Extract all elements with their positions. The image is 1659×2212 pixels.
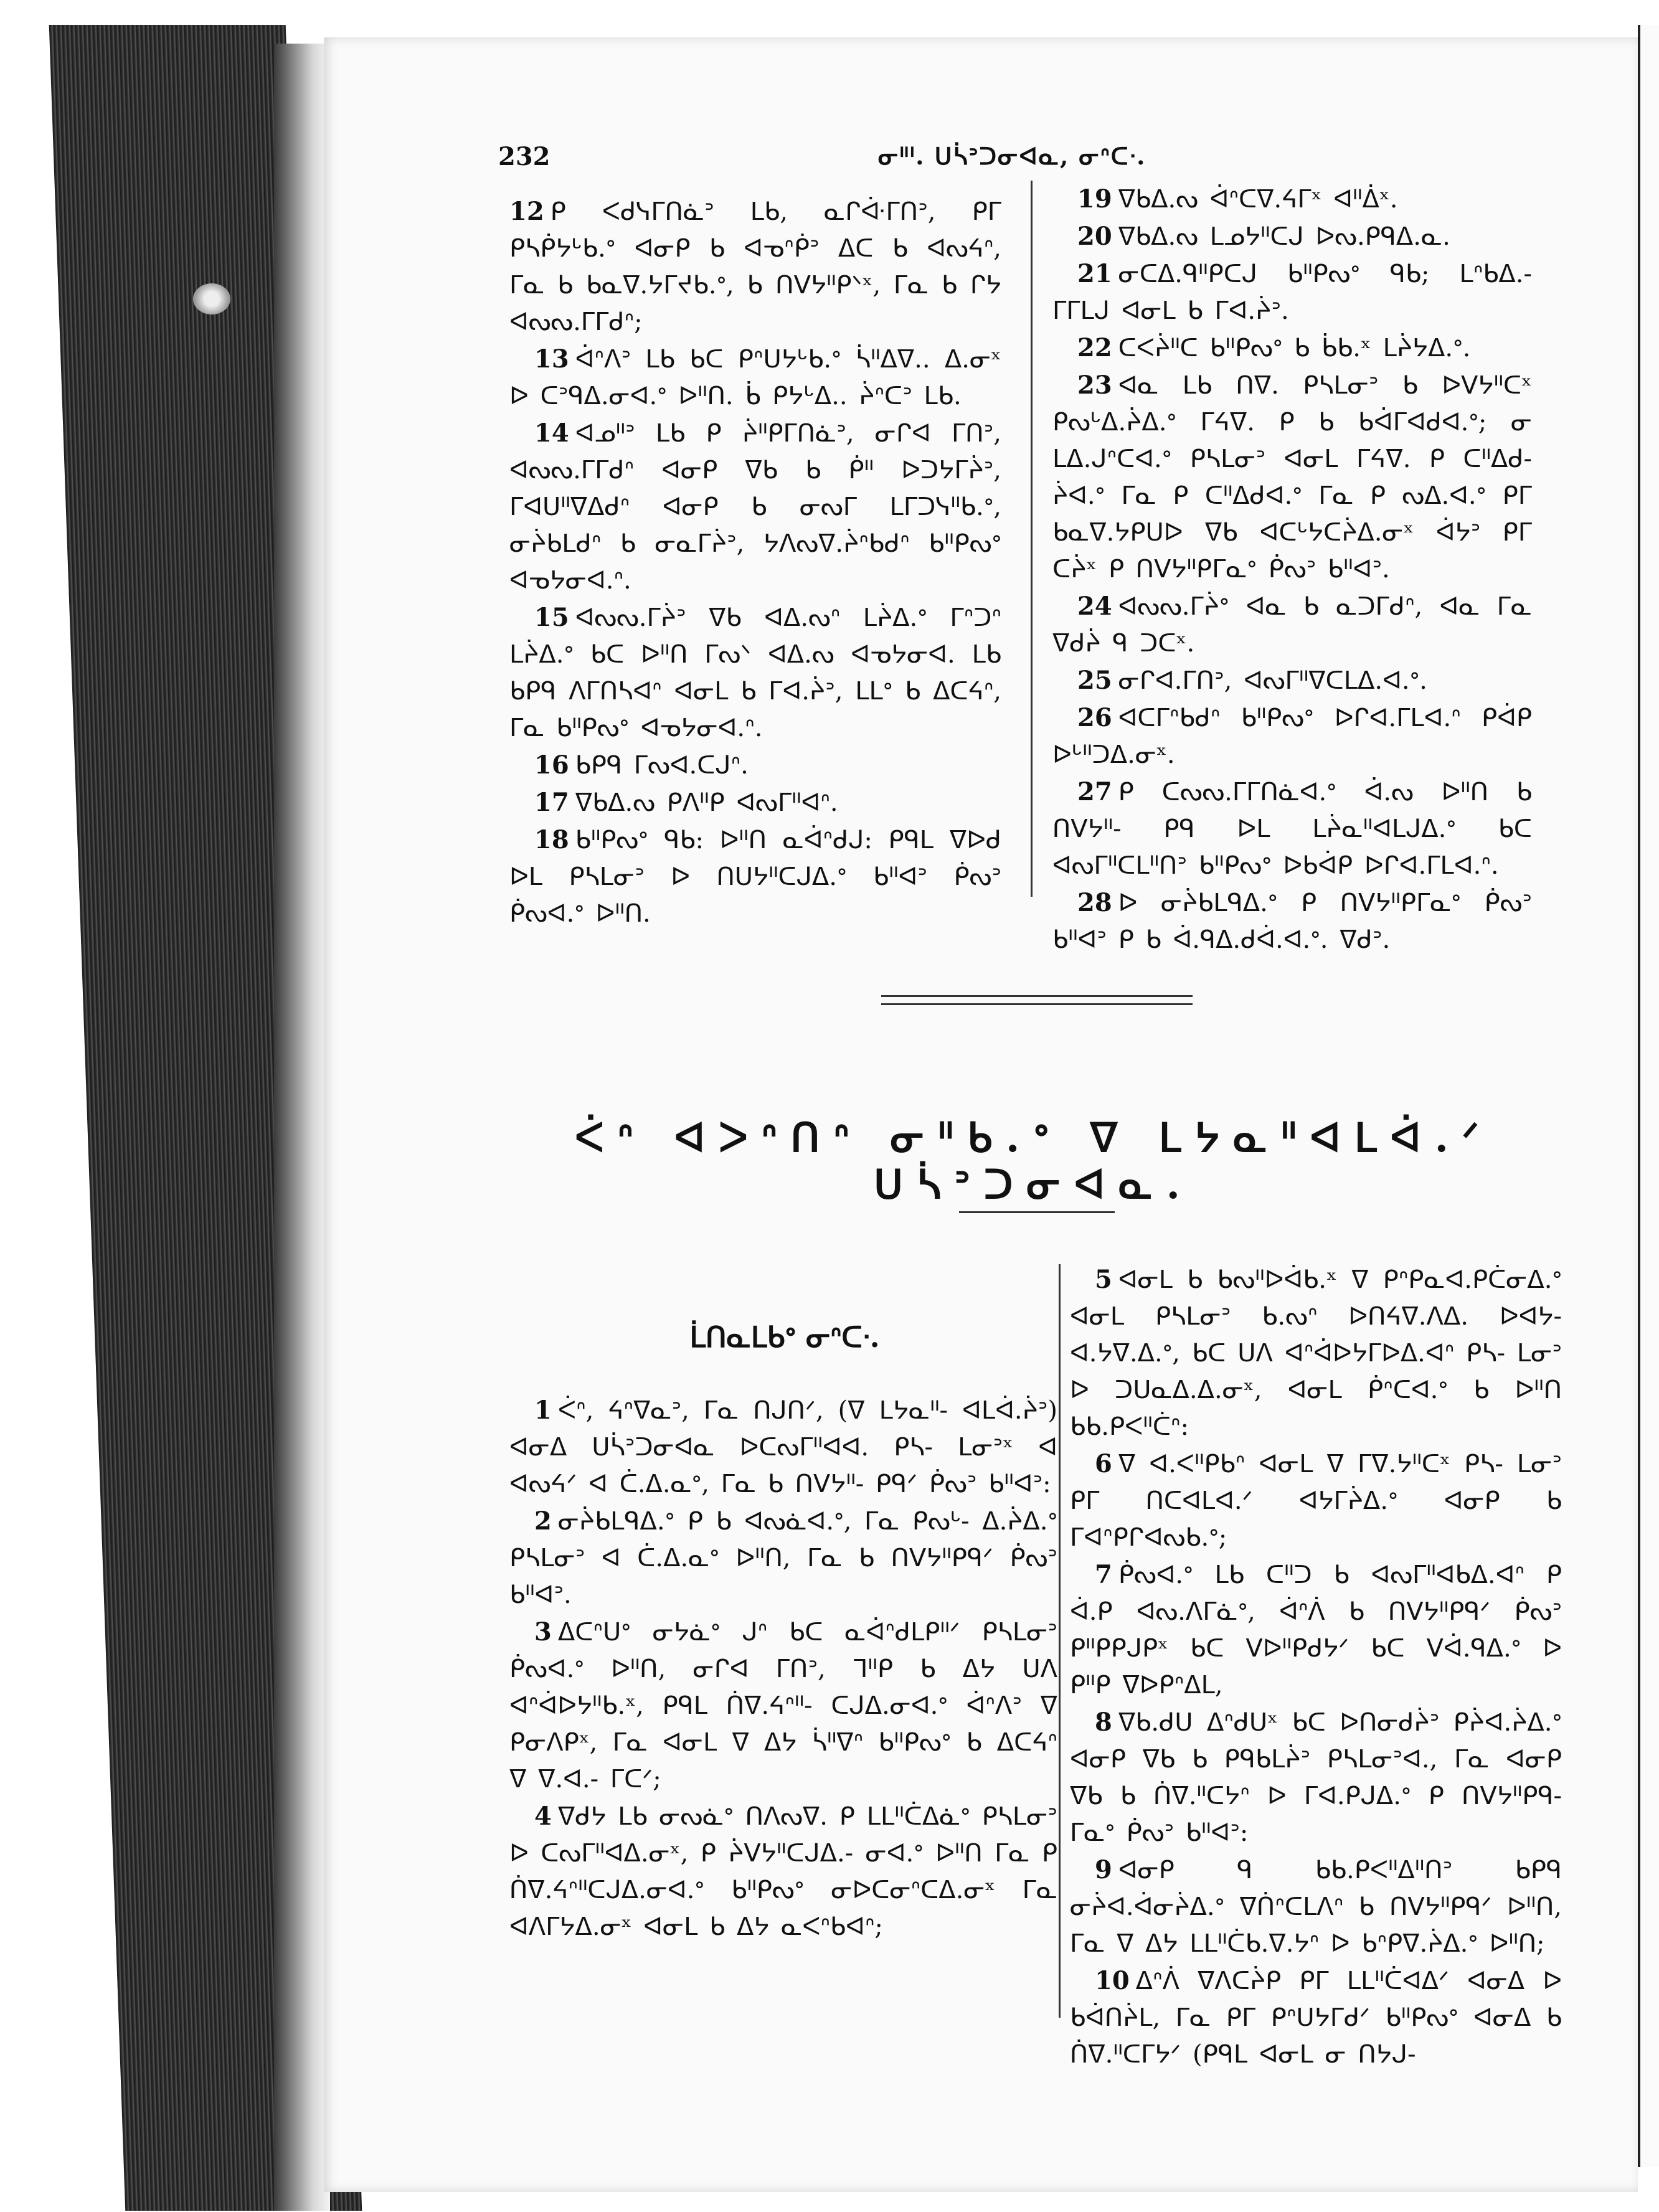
verse-number: 6: [1095, 1449, 1112, 1478]
verse-number: 20: [1077, 222, 1112, 251]
verse-text: ᑲᐦᑭᔓᐤ ᑫᑲ: ᐅᐦᑎ ᓇᐋᐢᑯᒍ: ᑭᑫᒪ ᐁᐅᑯ ᐅᒪ ᑭᓴᒪᓂᐣ ᐅ ᑎᑌᔭᐦᑕᒍᐃ.ᐤ ᑲᐦᐊᐣ ᑮᔓᐣ ᑮᔓᐊ.ᐤ ᐅᐦᑎ.: [509, 826, 1001, 928]
verse: [509, 193, 1001, 341]
verse-number: 22: [1077, 333, 1112, 362]
verse-text: ᑭ ᑕᔓᔓ.ᒥᒥᑎᓈᐊ.ᐤ ᐋ.ᔓ ᐅᐦᑎ ᑲ ᑎᐯᔭᐦ- ᑭᑫ ᐅᒪ ᒪᔩᓇᐦᐊᒪᒍᐃ.ᐤ ᑲᑕ ᐊᔓᒥᐦᑕᒪᐦᑎᐣ ᑲᐦᑭᔓᐤ ᐅᑲᐋᑭ ᐅᒋᐊ.ᒥᒪᐊ.ᐢ.: [1052, 778, 1532, 880]
verse: [1052, 884, 1532, 958]
verse-number: 10: [1095, 1966, 1130, 1995]
verse-text: ᐁᑯᔭ ᒪᑲ ᓂᔓᓈᐤ ᑎᐱᔓᐁ. ᑭ ᒪᒪᐦᑖᐃᓈᐤ ᑭᓴᒪᓂᐣ ᐅ ᑕᔓᒥᐦᐊᐃ.ᓂˣ, ᑭ ᔩᐯᔭᐦᑕᒍᐃ.- ᓂᐊ.ᐤ ᐅᐦᑎ ᒥᓇ ᑭ ᑏᐁ.ᔦᐢᐦᑕᒍᐃ.ᓂᐊ.ᐤ ᑲᐦᑭᔓᐤ ᓂᐅᑕᓂᐢᑕᐃ.ᓂˣ ᒥᓇ ᐊᐱᒥᔭᐃ.ᓂˣ ᐊᓂᒪ ᑲ ᐃᔭ ᓇᐸᐢᑲᐊᐢ;: [509, 1802, 1057, 1941]
verse-text: ᐋᐢᐱᐣ ᒪᑲ ᑲᑕ ᑭᐢᑌᔭᒡᑲ.ᐤ ᓵᐦᐃᐁ.. ᐃ.ᓂˣ ᐅ ᑕᐣᑫᐃ.ᓂᐊ.ᐤ ᐅᐦᑎ. ᑳ ᑭᔭᒡᐃ.. ᔩᐢᑕᐣ ᒪᑲ.: [509, 345, 1001, 410]
running-head: [498, 142, 1526, 179]
title-rule: [959, 1211, 1115, 1213]
verse-number: 9: [1095, 1855, 1112, 1884]
verse-number: 26: [1077, 703, 1112, 732]
verse-text: ᐁᑲ.ᑯᑌ ᐃᐢᑯᑌˣ ᑲᑕ ᐅᑎᓂᑯᔩᐣ ᑭᔩᐊ.ᔩᐃ.ᐤ ᐊᓂᑭ ᐁᑲ ᑲ ᑭᑫᑲᒪᔩᐣ ᑭᓴᒪᓂᐣᐊ., ᒥᓇ ᐊᓂᑭ ᐁᑲ ᑲ ᑏᐁ.ᐦᑕᔭᐢ ᐅ ᒥᐊ.ᑭᒍᐃ.ᐤ ᑭ ᑎᐯᔭᐦᑭᑫ- ᒥᓇᐤ ᑮᔓᐣ ᑲᐦᐊᐣ:: [1070, 1708, 1562, 1847]
page-number: 232: [498, 142, 551, 171]
verse-text: ᓂᒋᐊ.ᒥᑎᐣ, ᐊᔓᒥᐦᐁᑕᒪᐃ.ᐊ.ᐤ.: [1118, 666, 1427, 695]
verse-text: ᐁ ᐊ.ᐸᐦᑭᑲᐢ ᐊᓂᒪ ᐁ ᒥᐁ.ᔭᐦᑕˣ ᑭᓴ- ᒪᓂᐣ ᑭᒥ ᑎᑕᐊᒪᐊ.ᐟ ᐊᔭᒥᔩᐃ.ᐤ ᐊᓂᑭ ᑲ ᒥᐊᐢᑭᒋᐊᔓᑲ.ᐤ;: [1070, 1450, 1562, 1552]
verse-number: 17: [534, 788, 569, 817]
verse-number: 2: [534, 1506, 552, 1536]
chapter-start-right-column: [1070, 1261, 1562, 2073]
verse: [1052, 329, 1532, 367]
verse-number: 3: [534, 1617, 552, 1647]
column-divider: [1059, 1264, 1061, 2018]
verse: [509, 415, 1001, 599]
verse-number: 8: [1095, 1708, 1112, 1737]
verse-number: 24: [1077, 592, 1112, 621]
verse-number: 16: [534, 750, 569, 780]
verse-number: 28: [1077, 888, 1112, 917]
book-title: ᐹᐢ ᐊᐳᐢᑎᐢ ᓂᐦᑲ.ᐤ ᐁ ᒪᔭᓇᐦᐊᒪᐋ.ᐟ ᑌᓵᐣᑐᓂᐊᓇ.: [575, 1115, 1493, 1208]
chapter-heading: ᒫᑎᓇᒪᑲᐤ ᓂᐢᑕᐧ.: [689, 1320, 880, 1354]
verse-text: ᐊᓂᒪ ᑲ ᑲᔓᐦᐅᐋᑲ.ˣ ᐁ ᑭᐢᑭᓇᐊ.ᑭᑖᓂᐃ.ᐤ ᐊᓂᒪ ᑭᓴᒪᓂᐣ ᑲ.ᔓᐢ ᐅᑎᔦᐁ.ᐱᐃ. ᐅᐊᔭ- ᐊ.ᔭᐁ.ᐃ.ᐤ, ᑲᑕ ᑌᐱ ᐊᐢᐋᐅᔭᒥᐅᐃ.ᐊᐢ ᑭᓴ- ᒪᓂᐣ ᐅ ᑐᑌᓇᐃ.ᐃ.ᓂˣ, ᐊᓂᒪ ᑮᐢᑕᐊ.ᐤ ᑲ ᐅᐦᑎ ᑲᑲ.ᑭᐸᐦᑖᐢ:: [1070, 1265, 1562, 1441]
verse-text: ᑭ ᐸᑯᓭᒥᑎᓈᐣ ᒪᑲ, ᓇᒋᐚᒥᑎᐣ, ᑭᒥ ᑭᓴᑮᔭᒡᑲ.ᐤ ᐊᓂᑭ ᑲ ᐊᓀᐢᑮᐣ ᐃᑕ ᑲ ᐊᔓᔦᐢ, ᒥᓇ ᑲ ᑲᓇᐁ.ᔭᒥᔪᑲ.ᐤ, ᑲ ᑎᐯᔭᐦᑭᐠˣ, ᒥᓇ ᑲ ᒋᔭ ᐊᔓᔓ.ᒥᒥᑯᐢ;: [509, 197, 1001, 336]
verse: [509, 1392, 1057, 1503]
verse: [1052, 773, 1532, 884]
verse-text: ᐁᑲᐃ.ᔓ ᐋᐢᑕᐁ.ᔦᒥˣ ᐊᐦᐄˣ.: [1118, 185, 1398, 214]
verse-number: 19: [1077, 184, 1112, 214]
verse: [1070, 1445, 1562, 1556]
section-double-rule: [881, 995, 1193, 1005]
verse-text: ᓂᔩᑲᒪᑫᐃ.ᐤ ᑭ ᑲ ᐊᔓᓈᐊ.ᐤ, ᒥᓇ ᑭᔓᒡ- ᐃ.ᔩᐃ.ᐤ ᑭᓴᒪᓂᐣ ᐊ ᑖ.ᐃ.ᓇᐤ ᐅᐦᑎ, ᒥᓇ ᑲ ᑎᐯᔭᐦᑭᑫᐟ ᑮᔓᐣ ᑲᐦᐊᐣ.: [509, 1507, 1057, 1609]
verse: [1052, 699, 1532, 773]
verse-text: ᑮᔓᐊ.ᐤ ᒪᑲ ᑕᐦᑐ ᑲ ᐊᔓᒥᐦᐊᑲᐃ.ᐊᐢ ᑭ ᐋ.ᑭ ᐊᔓ.ᐱᒥᓈᐤ, ᐋᐢᐲ ᑲ ᑎᐯᔭᐦᑭᑫᐟ ᑮᔓᐣ ᑭᐦᑭᑭᒍᑭˣ ᑲᑕ ᐯᐅᐦᑭᑯᔭᐟ ᑲᑕ ᐯᐋ.ᑫᐃ.ᐤ ᐅ ᑭᐦᑭ ᐁᐅᑭᐢᐃᒪ,: [1070, 1561, 1562, 1699]
verse: [1052, 181, 1532, 218]
verse-text: ᑕᐸᔩᐦᑕ ᑲᐦᑭᔓᐤ ᑲ ᑳᑲ.ˣ ᒪᔩᔭᐃ.ᐤ.: [1118, 334, 1471, 362]
verse: [1070, 1261, 1562, 1445]
verse: [1052, 255, 1532, 329]
verse: [509, 1798, 1057, 1945]
verse: [509, 1503, 1057, 1614]
verse-number: 15: [534, 603, 569, 632]
chapter-start-left-column: [509, 1392, 1057, 1945]
verse-text: ᐁᑲᐃ.ᔓ ᒪᓄᔭᐦᑕᒍ ᐅᔓ.ᑭᑫᐃ.ᓇ.: [1118, 222, 1450, 251]
verse-number: 4: [534, 1802, 552, 1831]
verse-text: ᐊᔓᔓ.ᒥᔩᐤ ᐊᓇ ᑲ ᓇᑐᒥᑯᐢ, ᐊᓇ ᒥᓇ ᐁᑯᔩ ᑫ ᑐᑕˣ.: [1052, 592, 1532, 658]
verse-number: 13: [534, 344, 569, 374]
verse: [509, 747, 1001, 784]
verse: [509, 821, 1001, 932]
verse: [1052, 218, 1532, 255]
verse: [509, 1614, 1057, 1798]
verse-text: ᐅ ᓂᔩᑲᒪᑫᐃ.ᐤ ᑭ ᑎᐯᔭᐦᑭᒥᓇᐤ ᑮᔓᐣ ᑲᐦᐊᐣ ᑭ ᑲ ᐋ.ᑫᐃ.ᑯᐋ.ᐊ.ᐤ. ᐁᑯᐣ.: [1052, 889, 1532, 954]
verse-text: ᐊᓄᐦᐣ ᒪᑲ ᑭ ᔩᐦᑭᒥᑎᓈᐣ, ᓂᒋᐊ ᒥᑎᐣ, ᐊᔓᔓ.ᒥᒥᑯᐢ ᐊᓂᑭ ᐁᑲ ᑲ ᑮᐦ ᐅᑐᔭᒥᔩᐣ, ᒥᐊᑌᐦᐁᐃᑯᐢ ᐊᓂᑭ ᑲ ᓂᔓᒥ ᒪᒥᑐᓭᐦᑲ.ᐤ, ᓂᔩᑲᒪᑯᐢ ᑲ ᓂᓇᒥᔩᐣ, ᔭᐱᔓᐁ.ᔩᐢᑲᑯᐢ ᑲᐦᑭᔓᐤ ᐊᓀᔭᓂᐊ.ᐢ.: [509, 419, 1001, 595]
next-page-strip: [1640, 25, 1659, 2167]
verse-text: ᐹᐢ, ᔦᐢᐁᓇᐣ, ᒥᓇ ᑎᒍᑎᐟ, (ᐁ ᒪᔭᓇᐦ- ᐊᒪᐋ.ᔩᐣ) ᐊᓂᐃ ᑌᓵᐣᑐᓂᐊᓇ ᐅᑕᔓᒥᐦᐊᐊ. ᑭᓴ- ᒪᓂᐣˣ ᐊ ᐊᔓᔦᐟ ᐊ ᑖ.ᐃ.ᓇᐤ, ᒥᓇ ᑲ ᑎᐯᔭᐦ- ᑭᑫᐟ ᑮᔓᐣ ᑲᐦᐊᐣ:: [509, 1396, 1057, 1498]
verse: [509, 341, 1001, 415]
verse-number: 5: [1095, 1265, 1112, 1294]
paper-blemish: [193, 283, 230, 314]
verse-text: ᐃᑕᐢᑌᐤ ᓂᔭᓈᐤ ᒍᐢ ᑲᑕ ᓇᐋᐢᑯᒪᑭᐦᐟ ᑭᓴᒪᓂᐣ ᑮᔓᐊ.ᐤ ᐅᐦᑎ, ᓂᒋᐊ ᒥᑎᐣ, ᒣᐦᑭ ᑲ ᐃᔭ ᑌᐱ ᐊᐢᐋᐅᔭᐦᑲ.ˣ, ᑭᑫᒪ ᑏᐁ.ᔦᐢᐦ- ᑕᒍᐃ.ᓂᐊ.ᐤ ᐋᐢᐱᐣ ᐁ ᑭᓂᐱᑭˣ, ᒥᓇ ᐊᓂᒪ ᐁ ᐃᔭ ᓵᐦᐁᐢ ᑲᐦᑭᔓᐤ ᑲ ᐃᑕᔦᐢ ᐁ ᐁ.ᐊ.- ᒥᑕᐟ;: [509, 1618, 1057, 1794]
verse-text: ᐊᓇ ᒪᑲ ᑎᐁ. ᑭᓴᒪᓂᐣ ᑲ ᐅᐯᔭᐦᑕˣ ᑭᔓᒡᐃ.ᔩᐃ.ᐤ ᒥᔦᐁ. ᑭ ᑲ ᑲᐋᒥᐊᑯᐊ.ᐤ; ᓂ ᒪᐃ.ᒍᐢᑕᐊ.ᐤ ᑭᓴᒪᓂᐣ ᐊᓂᒪ ᒥᔦᐁ. ᑭ ᑕᐦᐃᑯ- ᔩᐊ.ᐤ ᒥᓇ ᑭ ᑕᐦᐃᑯᐊ.ᐤ ᒥᓇ ᑭ ᔓᐃ.ᐊ.ᐤ ᑭᒥ ᑲᓇᐁ.ᔭᑭᑌᐅ ᐁᑲ ᐊᑕᒡᔭᑕᔩᐃ.ᓂˣ ᐋᔭᐣ ᑭᒥ ᑕᔩˣ ᑭ ᑎᐯᔭᐦᑭᒥᓇᐤ ᑮᔓᐣ ᑲᐦᐊᐣ.: [1052, 371, 1532, 584]
verse-text: ᓂᑕᐃ.ᑫᐦᑭᑕᒍ ᑲᐦᑭᔓᐤ ᑫᑲ; ᒪᐢᑲᐃ.- ᒥᒥᒪᒍ ᐊᓂᒪ ᑲ ᒥᐊ.ᔩᐣ.: [1052, 260, 1532, 325]
verse-number: 25: [1077, 666, 1112, 695]
verse: [1052, 588, 1532, 662]
verse-text: ᐊᑕᒥᐢᑲᑯᐢ ᑲᐦᑭᔓᐤ ᐅᒋᐊ.ᒥᒪᐊ.ᐢ ᑭᐋᑭ ᐅᒡᐦᑐᐃ.ᓂˣ.: [1052, 704, 1532, 769]
verse: [509, 599, 1001, 747]
verse: [509, 784, 1001, 821]
column-divider: [1031, 181, 1033, 897]
verse: [1070, 1704, 1562, 1851]
verse-number: 18: [534, 825, 569, 854]
verse: [1070, 1556, 1562, 1704]
verse: [1052, 367, 1532, 588]
running-head-title: ᓂᐦᑊ. ᑌᓵᐣᑐᓂᐊᓇ, ᓂᐢᑕᐧ.: [878, 142, 1146, 170]
verse: [1070, 1851, 1562, 1962]
verse: [1070, 1962, 1562, 2073]
verse-number: 12: [509, 197, 544, 226]
chapter-end-right-column: [1052, 181, 1532, 958]
verse-text: ᐊᔓᔓ.ᒥᔩᐣ ᐁᑲ ᐊᐃ.ᔓᐢ ᒪᔩᐃ.ᐤ ᒥᐢᑐᐢ ᒪᔩᐃ.ᐤ ᑲᑕ ᐅᐦᑎ ᒥᔓᐠ ᐊᐃ.ᔓ ᐊᓀᔭᓂᐊ. ᒪᑲ ᑲᑭᑫ ᐱᒥᑎᓴᐊᐢ ᐊᓂᒪ ᑲ ᒥᐊ.ᔩᐣ, ᒪᒪᐤ ᑲ ᐃᑕᔦᐢ, ᒥᓇ ᑲᐦᑭᔓᐤ ᐊᓀᔭᓂᐊ.ᐢ.: [509, 603, 1001, 742]
verse-text: ᑲᑭᑫ ᒥᔓᐊ.ᑕᒍᐢ.: [575, 751, 749, 780]
chapter-end-left-column: [509, 193, 1001, 932]
book-gutter-shadow: [274, 44, 330, 2211]
verse-number: 21: [1077, 259, 1112, 288]
verse: [1052, 662, 1532, 699]
verse-text: ᐊᓂᑭ ᑫ ᑲᑲ.ᑭᐸᐦᐃᐦᑎᐣ ᑲᑭᑫ ᓂᔩᐊ.ᐋᓂᔩᐃ.ᐤ ᐁᑏᐢᑕᒪᐱᐢ ᑲ ᑎᐯᔭᐦᑭᑫᐟ ᐅᐦᑎ, ᒥᓇ ᐁ ᐃᔭ ᒪᒪᐦᑖᑲ.ᐁ.ᔭᐢ ᐅ ᑲᐢᑭᐁ.ᔩᐃ.ᐤ ᐅᐦᑎ;: [1070, 1856, 1562, 1958]
verse-text: ᐃᐢᐲ ᐁᐱᑕᔩᑭ ᑭᒥ ᒪᒪᐦᑖᐊᐃᐟ ᐊᓂᐃ ᐅ ᑲᐋᑎᔩᒪ, ᒥᓇ ᑭᒥ ᑭᐢᑌᔭᒥᑯᐟ ᑲᐦᑭᔓᐤ ᐊᓂᐃ ᑲ ᑏᐁ.ᐦᑕᒥᔭᐟ (ᑭᑫᒪ ᐊᓂᒪ ᓂ ᑎᔭᒍ-: [1070, 1967, 1562, 2069]
verse-number: 23: [1077, 371, 1112, 400]
verse-number: 14: [534, 418, 569, 448]
verse-number: 1: [534, 1396, 552, 1425]
verse-number: 27: [1077, 777, 1112, 806]
verse-text: ᐁᑲᐃ.ᔓ ᑭᐱᐦᑭ ᐊᔓᒥᐦᐊᐢ.: [575, 788, 838, 817]
verse-number: 7: [1095, 1560, 1112, 1589]
